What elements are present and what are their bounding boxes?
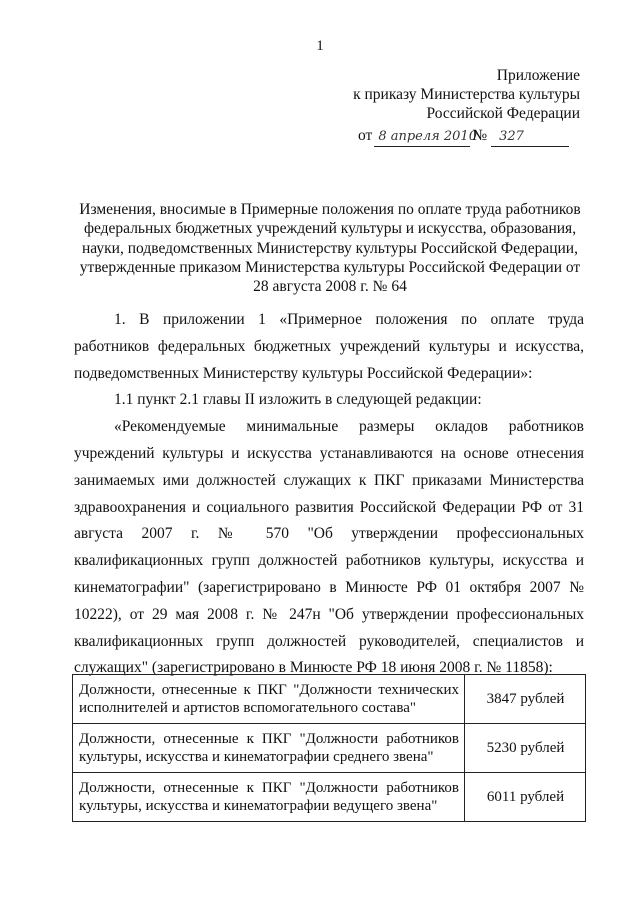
appendix-order-ref: к приказу Министерства культуры [353, 86, 580, 103]
order-date-number-line [358, 126, 588, 147]
position-group-cell: Должности, отнесенные к ПКГ "Должности работников культуры, искусства и кинематографии среднего звена" [73, 724, 465, 773]
paragraph-quote: «Рекомендуемые минимальные размеры окладов работников учреждений культуры и искусства устанавливаются на основе отнесения занимаемых ими должностей служащих к ПКГ приказами Министерства здравоохранения и социального развития Российской Федерации РФ от 31 августа 2007 г. № 570 "Об утверждении профессиональных квалификационных групп должностей работников культуры, искусства и кинематографии" (зарегистрировано в Минюсте РФ 01 октября 2007 № 10222), от 29 мая 2008 г. № 247н "Об утверждении профессиональных квалификационных групп должностей руководителей, специалистов и служащих" (зарегистрировано в Минюсте РФ 18 июня 2008 г. № 11858): [74, 418, 584, 677]
salary-table [72, 674, 586, 822]
handwritten-date-signature: 8 апреля 2010 [374, 127, 470, 147]
position-group-cell: Должности, отнесенные к ПКГ "Должности работников культуры, искусства и кинематографии ведущего звена" [73, 773, 465, 822]
table-row [73, 675, 586, 724]
handwritten-number-signature: 327 [491, 127, 569, 147]
document-title: Изменения, вносимые в Примерные положения по оплате труда работников федеральных бюджетных учреждений культуры и искусства, образования, науки, подведомственных Министерству культуры Российской Федерации, утвержденные приказом Министерства культуры Российской Федерации от 28 августа 2008 г. № 64 [79, 201, 581, 296]
number-label: № [472, 127, 488, 144]
appendix-header [280, 66, 580, 123]
page-number: 1 [316, 38, 324, 54]
salary-amount-cell: 3847 рублей [465, 675, 586, 724]
appendix-label: Приложение [496, 67, 580, 84]
salary-amount-cell: 5230 рублей [465, 724, 586, 773]
table-row [73, 773, 586, 822]
salary-amount-cell: 6011 рублей [465, 773, 586, 822]
appendix-federation: Российской Федерации [426, 105, 580, 122]
document-body [74, 307, 584, 682]
position-group-cell: Должности, отнесенные к ПКГ "Должности технических исполнителей и артистов вспомогательного состава" [73, 675, 465, 724]
table-row [73, 724, 586, 773]
paragraph-1-1: 1.1 пункт 2.1 главы II изложить в следующей редакции: [114, 391, 482, 409]
paragraph-1: 1. В приложении 1 «Примерное положения по оплате труда работников федеральных бюджетных учреждений культуры и искусства, подведомственных Министерству культуры Российской Федерации»: [74, 311, 584, 382]
from-label: от [358, 127, 373, 144]
